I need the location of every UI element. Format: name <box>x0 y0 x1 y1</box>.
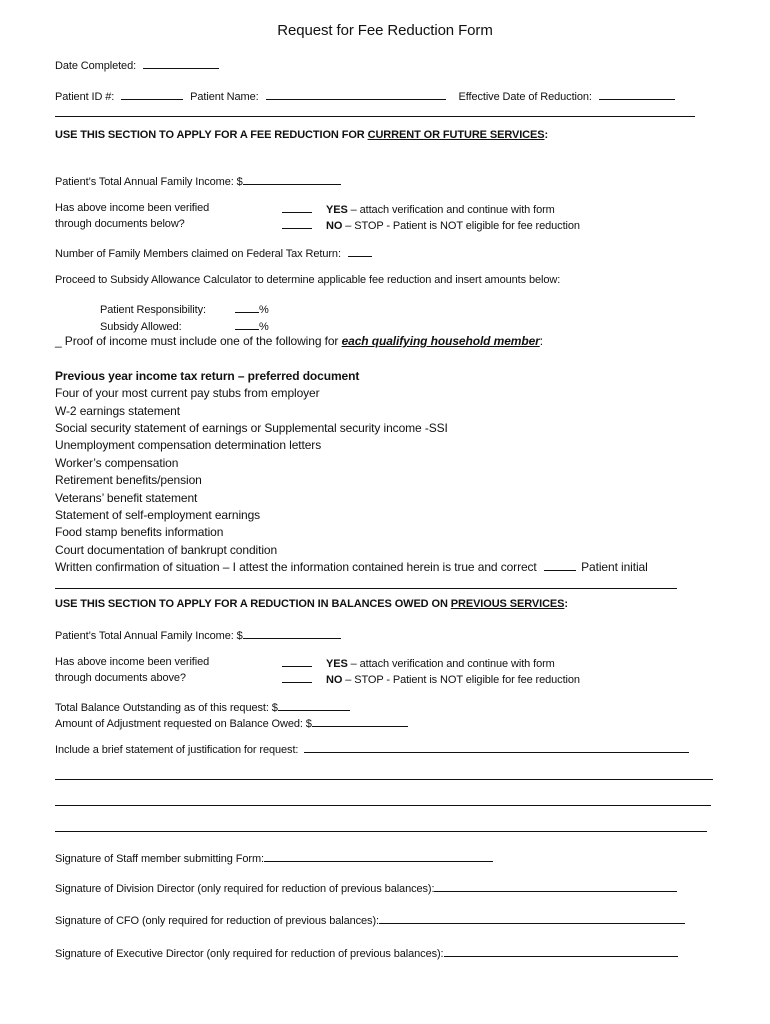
section2-heading <box>55 598 568 611</box>
proof-note-emphasis: each qualifying household member <box>341 334 540 348</box>
cfo-signature-row <box>55 913 685 928</box>
section1-yes-text: – attach verification and continue with form <box>347 204 555 216</box>
section1-heading-colon: : <box>544 129 549 141</box>
separator-line <box>55 116 695 117</box>
section1-income-label: Patient’s Total Annual Family Income: $ <box>55 176 243 188</box>
patient-name-field[interactable] <box>266 89 446 100</box>
document-item: Four of your most current pay stubs from employer <box>55 386 320 400</box>
section1-heading-emphasis: CURRENT OR FUTURE SERVICES <box>367 129 545 141</box>
staff-signature-label: Signature of Staff member submitting Form: <box>55 853 264 865</box>
section1-heading <box>55 129 548 142</box>
document-item: Unemployment compensation determination letters <box>55 438 322 452</box>
division-signature-field[interactable] <box>434 881 677 892</box>
adjustment-row <box>55 716 408 731</box>
section1-yes-field[interactable] <box>282 202 312 213</box>
document-item: Previous year income tax return – preferred document <box>55 369 360 383</box>
section2-heading-text: USE THIS SECTION TO APPLY FOR A REDUCTION IN BALANCES OWED ON <box>55 598 451 610</box>
date-completed-field[interactable] <box>143 58 219 69</box>
document-item: Worker’s compensation <box>55 456 179 470</box>
section2-yes-text: – attach verification and continue with form <box>347 658 555 670</box>
responsibility-label: Patient Responsibility: <box>100 304 206 316</box>
staff-signature-field[interactable] <box>264 851 493 862</box>
document-item: Veterans’ benefit statement <box>55 491 198 505</box>
section1-heading-text: USE THIS SECTION TO APPLY FOR A FEE REDUCTION FOR <box>55 129 368 141</box>
division-signature-label: Signature of Division Director (only required for reduction of previous balances): <box>55 883 435 895</box>
justification-line[interactable] <box>55 805 711 806</box>
responsibility-field[interactable] <box>235 302 259 313</box>
section2-verified-question-1: Has above income been verified <box>55 656 210 668</box>
attestation-text: Written confirmation of situation – I attest the information contained herein is true and correct <box>55 560 537 574</box>
section1-income-row <box>55 174 341 189</box>
document-item: Statement of self-employment earnings <box>55 508 261 522</box>
effective-date-field[interactable] <box>599 89 675 100</box>
family-members-row <box>55 246 372 261</box>
cfo-signature-field[interactable] <box>379 913 685 924</box>
responsibility-row <box>100 302 269 317</box>
document-item: W-2 earnings statement <box>55 404 180 418</box>
section1-income-field[interactable] <box>243 174 341 185</box>
justification-row <box>55 742 689 757</box>
proof-note-text: _ Proof of income must include one of the following for <box>55 334 342 348</box>
attestation-row <box>55 560 648 575</box>
document-item: Social security statement of earnings or Supplemental security income -SSI <box>55 421 448 435</box>
section1-no-label: NO <box>325 220 343 232</box>
proof-note-colon: : <box>539 334 543 348</box>
section1-no-field[interactable] <box>282 218 312 229</box>
section2-verified-question-2: through documents above? <box>55 672 186 684</box>
document-item: Retirement benefits/pension <box>55 473 202 487</box>
section1-no-text: – STOP - Patient is NOT eligible for fee reduction <box>342 220 580 232</box>
section2-no-text: – STOP - Patient is NOT eligible for fee reduction <box>342 674 580 686</box>
justification-field[interactable] <box>304 742 689 753</box>
section2-no-field[interactable] <box>282 672 312 683</box>
section1-yes-row <box>282 202 555 217</box>
executive-signature-label: Signature of Executive Director (only required for reduction of previous balances): <box>55 948 444 960</box>
patient-info-row <box>55 89 675 104</box>
section2-heading-emphasis: PREVIOUS SERVICES <box>450 598 565 610</box>
section1-yes-label: YES <box>325 204 348 216</box>
justification-line[interactable] <box>55 779 713 780</box>
subsidy-field[interactable] <box>235 319 259 330</box>
justification-label: Include a brief statement of justification for request: <box>55 744 299 756</box>
cfo-signature-label: Signature of CFO (only required for reduction of previous balances): <box>55 915 379 927</box>
balance-label: Total Balance Outstanding as of this request: $ <box>55 702 278 714</box>
separator-line <box>55 588 677 589</box>
staff-signature-row <box>55 851 493 866</box>
date-completed-row <box>55 58 219 73</box>
adjustment-label: Amount of Adjustment requested on Balance Owed: $ <box>55 718 312 730</box>
proceed-instruction: Proceed to Subsidy Allowance Calculator to determine applicable fee reduction and insert amounts below: <box>55 274 561 286</box>
subsidy-percent: % <box>259 321 269 333</box>
section2-income-field[interactable] <box>243 628 341 639</box>
executive-signature-row <box>55 946 678 961</box>
section2-yes-row <box>282 656 555 671</box>
section2-income-label: Patient’s Total Annual Family Income: $ <box>55 630 243 642</box>
patient-name-label: Patient Name: <box>190 91 259 103</box>
attestation-initial-field[interactable] <box>544 560 576 571</box>
section1-verified-question-1: Has above income been verified <box>55 202 210 214</box>
responsibility-percent: % <box>259 304 269 316</box>
date-completed-label: Date Completed: <box>55 60 137 72</box>
section2-yes-field[interactable] <box>282 656 312 667</box>
family-members-field[interactable] <box>348 246 372 257</box>
patient-id-field[interactable] <box>121 89 183 100</box>
section2-income-row <box>55 628 341 643</box>
balance-row <box>55 700 350 715</box>
effective-date-label: Effective Date of Reduction: <box>458 91 592 103</box>
section2-no-row <box>282 672 580 687</box>
division-signature-row <box>55 881 677 896</box>
document-item: Court documentation of bankrupt condition <box>55 543 278 557</box>
section2-heading-colon: : <box>564 598 568 610</box>
subsidy-label: Subsidy Allowed: <box>100 321 182 333</box>
section1-no-row <box>282 218 580 233</box>
section2-yes-label: YES <box>325 658 348 670</box>
document-item: Food stamp benefits information <box>55 525 224 539</box>
proof-of-income-note <box>55 334 543 349</box>
family-members-label: Number of Family Members claimed on Federal Tax Return: <box>55 248 341 260</box>
balance-field[interactable] <box>278 700 350 711</box>
subsidy-row <box>100 319 269 334</box>
patient-id-label: Patient ID #: <box>55 91 115 103</box>
adjustment-field[interactable] <box>312 716 408 727</box>
form-title: Request for Fee Reduction Form <box>277 22 493 39</box>
justification-line[interactable] <box>55 831 707 832</box>
attestation-initial-label: Patient initial <box>581 560 648 574</box>
executive-signature-field[interactable] <box>444 946 678 957</box>
section2-no-label: NO <box>325 674 343 686</box>
section1-verified-question-2: through documents below? <box>55 218 185 230</box>
